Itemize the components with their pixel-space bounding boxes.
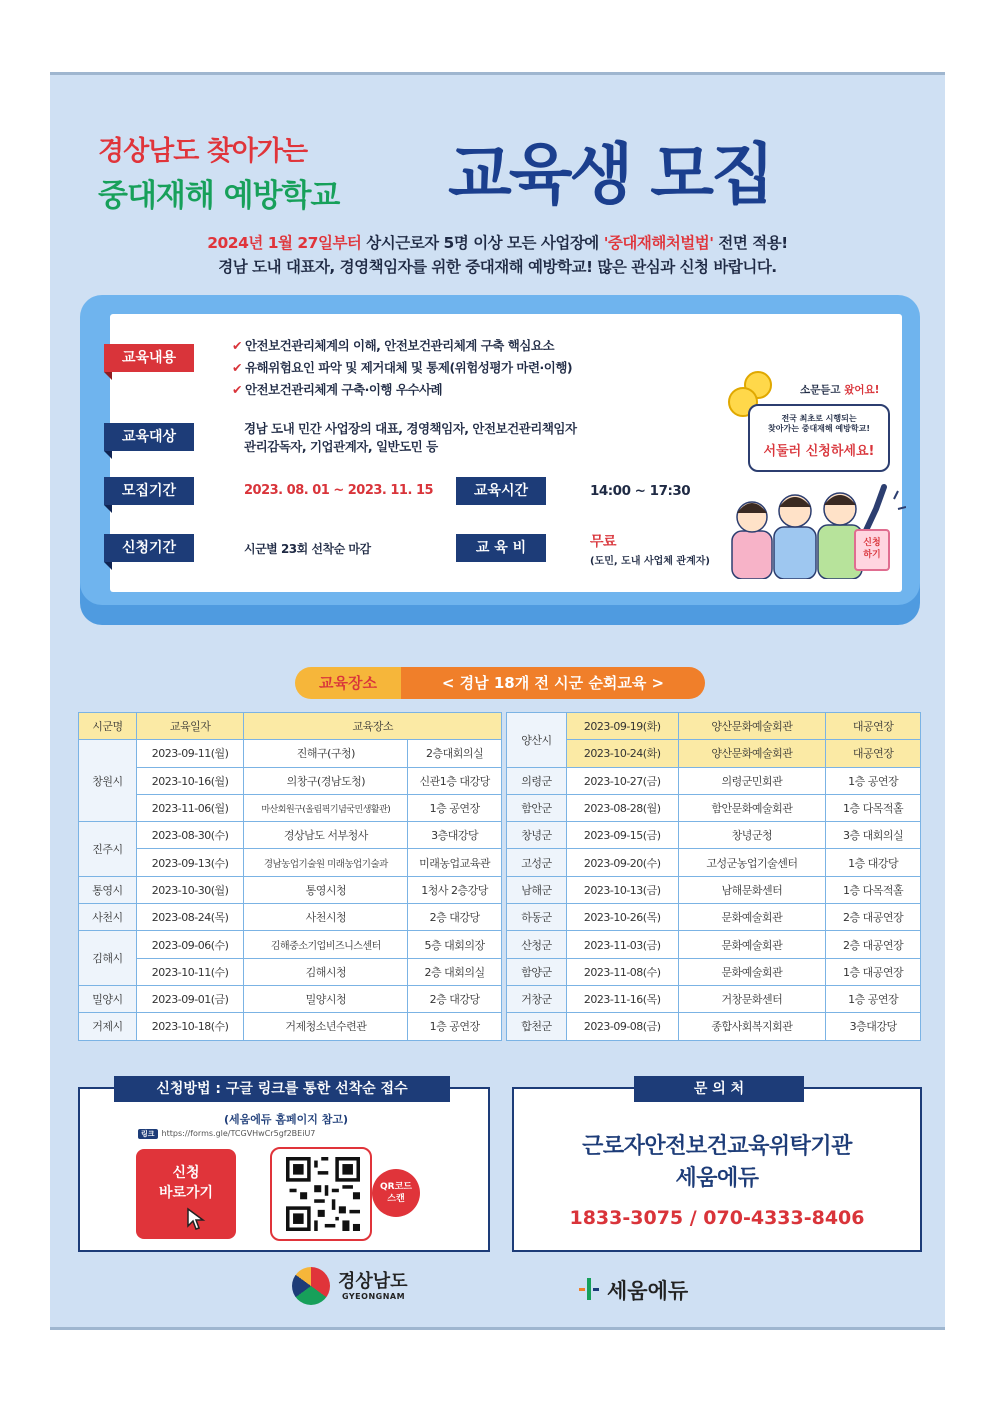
venue-cell: 김해시청 (244, 958, 408, 985)
intro-text: 상시근로자 5명 이상 모든 사업장에 (361, 234, 604, 252)
apply-url[interactable]: 링크 https://forms.gle/TCGVHwCr5gf2BEiU7 (138, 1129, 315, 1139)
apply-shortcut-button[interactable]: 신청 바로가기 (136, 1149, 236, 1239)
contact-phone[interactable]: 1833-3075 / 070-4333-8406 (569, 1207, 865, 1229)
apply-method-sub: (세움에듀 홈페이지 참고) (224, 1113, 348, 1126)
promo-line1: 전국 최초로 시행되는 (781, 414, 857, 423)
room-cell: 1층 대공연장 (826, 958, 921, 985)
room-cell: 미래농업교육관 (408, 849, 502, 876)
region-cell: 창원시 (79, 740, 137, 822)
venue-cell: 통영시청 (244, 876, 408, 903)
qr-frame (270, 1147, 372, 1241)
location-label: 교육장소 (295, 667, 401, 699)
room-cell: 3층 대회의실 (826, 822, 921, 849)
venue-cell: 사천시청 (244, 904, 408, 931)
apply-sign: 신청 하기 (854, 529, 890, 571)
venue-cell: 경상남도 서부청사 (244, 822, 408, 849)
contact-title: 문 의 처 (634, 1076, 804, 1102)
apply-period-label: 신청기간 (104, 534, 194, 562)
date-cell: 2023-08-28(월) (566, 794, 678, 821)
gyeongnam-logo-ko: 경상남도 (338, 1271, 408, 1292)
date-cell: 2023-10-16(월) (136, 767, 244, 794)
date-cell: 2023-09-20(수) (566, 849, 678, 876)
content-label: 교육내용 (104, 344, 194, 372)
table-row (507, 958, 921, 985)
promo-illustration (708, 349, 908, 571)
region-cell: 밀양시 (79, 985, 137, 1012)
col-header-region: 시군명 (79, 713, 137, 740)
venue-cell: 양산문화예술회관 (678, 713, 826, 740)
venue-cell: 고성군농업기술센터 (678, 849, 826, 876)
room-cell: 1층 공연장 (408, 794, 502, 821)
venue-cell: 거창문화센터 (678, 985, 826, 1012)
header-line2: 중대재해 예방학교 (98, 178, 340, 214)
poster (50, 72, 945, 1330)
intro-line1 (50, 231, 945, 253)
fee-note: (도민, 도내 사업체 관계자) (590, 556, 710, 567)
region-cell: 함안군 (507, 794, 567, 821)
region-cell: 사천시 (79, 904, 137, 931)
venue-cell: 종합사회복지회관 (678, 1013, 826, 1040)
room-cell: 1청사 2층강당 (408, 876, 502, 903)
region-cell: 통영시 (79, 876, 137, 903)
table-row (79, 822, 502, 849)
region-cell: 합천군 (507, 1013, 567, 1040)
date-cell: 2023-09-15(금) (566, 822, 678, 849)
date-cell: 2023-10-27(금) (566, 767, 678, 794)
gyeongnam-logo (292, 1265, 442, 1309)
promo-top-text: 소문듣고 왔어요! (800, 384, 880, 396)
intro-law: '중대재해처벌법' (603, 234, 714, 252)
region-cell: 의령군 (507, 767, 567, 794)
intro-tail: 전면 적용! (713, 234, 788, 252)
date-cell: 2023-09-19(화) (566, 713, 678, 740)
table-row (507, 822, 921, 849)
venue-cell: 경남농업기술원 미래농업기술과 (244, 849, 408, 876)
target-line2: 관리감독자, 기업관계자, 일반도민 등 (244, 439, 438, 454)
seum-logo (577, 1271, 727, 1305)
venue-cell: 마산회원구(올림픽기념국민생활관) (244, 794, 408, 821)
date-cell: 2023-10-30(월) (136, 876, 244, 903)
table-row (79, 794, 502, 821)
region-cell: 김해시 (79, 931, 137, 986)
date-cell: 2023-08-30(수) (136, 822, 244, 849)
venue-cell: 양산문화예술회관 (678, 740, 826, 767)
contact-box (512, 1081, 922, 1252)
room-cell: 2층대회의실 (408, 740, 502, 767)
header-subtitle (98, 129, 438, 215)
date-cell: 2023-09-06(수) (136, 931, 244, 958)
schedule-table-left (78, 712, 502, 1041)
room-cell: 대공연장 (826, 713, 921, 740)
date-cell: 2023-11-16(목) (566, 985, 678, 1012)
room-cell: 1층 공연장 (408, 1013, 502, 1040)
header-line1: 경상남도 찾아가는 (98, 136, 308, 167)
table-row (79, 904, 502, 931)
time-value: 14:00 ~ 17:30 (590, 483, 691, 499)
region-cell: 고성군 (507, 849, 567, 876)
table-row (79, 931, 502, 958)
cursor-icon (186, 1207, 206, 1231)
room-cell: 대공연장 (826, 740, 921, 767)
venue-cell: 의령군민회관 (678, 767, 826, 794)
content-item-2: ✔ 유해위험요인 파악 및 제거대체 및 통제(위험성평가 마련·이행) (232, 360, 573, 375)
table-row (79, 876, 502, 903)
region-cell: 하동군 (507, 904, 567, 931)
table-row (79, 1013, 502, 1040)
intro-line2: 경남 도내 대표자, 경영책임자를 위한 중대재해 예방학교! 많은 관심과 신청 바랍니다. (218, 258, 777, 276)
date-cell: 2023-10-26(목) (566, 904, 678, 931)
table-row (507, 740, 921, 767)
check-icon: ✔ (232, 338, 242, 353)
venue-cell: 문화예술회관 (678, 958, 826, 985)
venue-cell: 김해중소기업비즈니스센터 (244, 931, 408, 958)
table-row (507, 931, 921, 958)
col-header-venue: 교육장소 (244, 713, 502, 740)
region-cell: 양산시 (507, 713, 567, 768)
venue-cell: 밀양시청 (244, 985, 408, 1012)
room-cell: 2층 대회의실 (408, 958, 502, 985)
venue-cell: 남해문화센터 (678, 876, 826, 903)
table-row (79, 958, 502, 985)
seum-mark-icon (577, 1276, 601, 1302)
gyeongnam-logo-en: GYEONGNAM (342, 1292, 406, 1301)
location-badge (295, 667, 705, 699)
room-cell: 1층 공연장 (826, 767, 921, 794)
room-cell: 5층 대회의장 (408, 931, 502, 958)
table-row (507, 849, 921, 876)
region-cell: 함양군 (507, 958, 567, 985)
date-cell: 2023-09-08(금) (566, 1013, 678, 1040)
info-card (80, 295, 920, 605)
venue-cell: 문화예술회관 (678, 931, 826, 958)
date-cell: 2023-08-24(목) (136, 904, 244, 931)
room-cell: 1층 다목적홀 (826, 794, 921, 821)
check-icon: ✔ (232, 382, 242, 397)
region-cell: 거창군 (507, 985, 567, 1012)
room-cell: 2층 대공연장 (826, 931, 921, 958)
room-cell: 1층 공연장 (826, 985, 921, 1012)
qr-scan-badge: QR코드 스캔 (372, 1169, 420, 1217)
date-cell: 2023-11-03(금) (566, 931, 678, 958)
table-row (507, 767, 921, 794)
venue-cell: 문화예술회관 (678, 904, 826, 931)
table-row (507, 985, 921, 1012)
room-cell: 1층 다목적홀 (826, 876, 921, 903)
seum-logo-text: 세움에듀 (607, 1279, 689, 1303)
contact-org: 근로자안전보건교육위탁기관 (582, 1134, 852, 1159)
fee-label: 교 육 비 (456, 534, 546, 562)
promo-bubble (748, 404, 890, 472)
recruit-label: 모집기간 (104, 477, 194, 505)
target-label: 교육대상 (104, 423, 194, 451)
time-label: 교육시간 (456, 477, 546, 505)
table-row (507, 1013, 921, 1040)
table-row (79, 767, 502, 794)
schedule-table-right (506, 712, 921, 1041)
page-title: 교육생 모집 (448, 136, 772, 213)
promo-line2: 찾아가는 중대재해 예방학교! (768, 424, 870, 433)
venue-cell: 창녕군청 (678, 822, 826, 849)
room-cell: 2층 대강당 (408, 985, 502, 1012)
region-cell: 거제시 (79, 1013, 137, 1040)
table-row (507, 713, 921, 740)
room-cell: 3층대강당 (826, 1013, 921, 1040)
table-row (79, 985, 502, 1012)
venue-cell: 함안문화예술회관 (678, 794, 826, 821)
qr-code-icon[interactable] (286, 1157, 360, 1231)
info-card-inner (110, 314, 902, 592)
date-cell: 2023-11-06(월) (136, 794, 244, 821)
room-cell: 신관1층 대강당 (408, 767, 502, 794)
table-row (507, 904, 921, 931)
apply-method-title: 신청방법 : 구글 링크를 통한 선착순 접수 (114, 1076, 450, 1102)
date-cell: 2023-10-11(수) (136, 958, 244, 985)
contact-org-name: 세움에듀 (675, 1166, 759, 1191)
target-line1: 경남 도내 민간 사업장의 대표, 경영책임자, 안전보건관리책임자 (244, 421, 577, 436)
table-row (507, 794, 921, 821)
fee-value: 무료 (590, 534, 617, 550)
link-icon: 링크 (138, 1129, 158, 1139)
content-item-1: ✔ 안전보건관리체계의 이해, 안전보건관리체계 구축 핵심요소 (232, 338, 555, 353)
table-row (507, 876, 921, 903)
region-cell: 창녕군 (507, 822, 567, 849)
room-cell: 3층대강당 (408, 822, 502, 849)
check-icon: ✔ (232, 360, 242, 375)
date-cell: 2023-10-13(금) (566, 876, 678, 903)
date-cell: 2023-09-13(수) (136, 849, 244, 876)
table-row (79, 849, 502, 876)
apply-period-value: 시군별 23회 선착순 마감 (244, 542, 371, 556)
intro-date: 2024년 1월 27일부터 (207, 234, 362, 252)
date-cell: 2023-10-18(수) (136, 1013, 244, 1040)
room-cell: 1층 대강당 (826, 849, 921, 876)
venue-cell: 진해구(구청) (244, 740, 408, 767)
gyeongnam-emblem-icon (292, 1267, 330, 1305)
content-item-3: ✔ 안전보건관리체계 구축·이행 우수사례 (232, 382, 443, 397)
room-cell: 2층 대공연장 (826, 904, 921, 931)
region-cell: 남해군 (507, 876, 567, 903)
region-cell: 진주시 (79, 822, 137, 877)
room-cell: 2층 대강당 (408, 904, 502, 931)
region-cell: 산청군 (507, 931, 567, 958)
table-row (79, 740, 502, 767)
col-header-date: 교육일자 (136, 713, 244, 740)
date-cell: 2023-10-24(화) (566, 740, 678, 767)
date-cell: 2023-09-01(금) (136, 985, 244, 1012)
location-desc: < 경남 18개 전 시군 순회교육 > (401, 667, 705, 699)
recruit-value: 2023. 08. 01 ~ 2023. 11. 15 (244, 483, 434, 498)
venue-cell: 거제청소년수련관 (244, 1013, 408, 1040)
apply-method-box (78, 1081, 490, 1252)
venue-cell: 의창구(경남도청) (244, 767, 408, 794)
date-cell: 2023-11-08(수) (566, 958, 678, 985)
promo-line3: 서둘러 신청하세요! (763, 444, 875, 459)
date-cell: 2023-09-11(월) (136, 740, 244, 767)
